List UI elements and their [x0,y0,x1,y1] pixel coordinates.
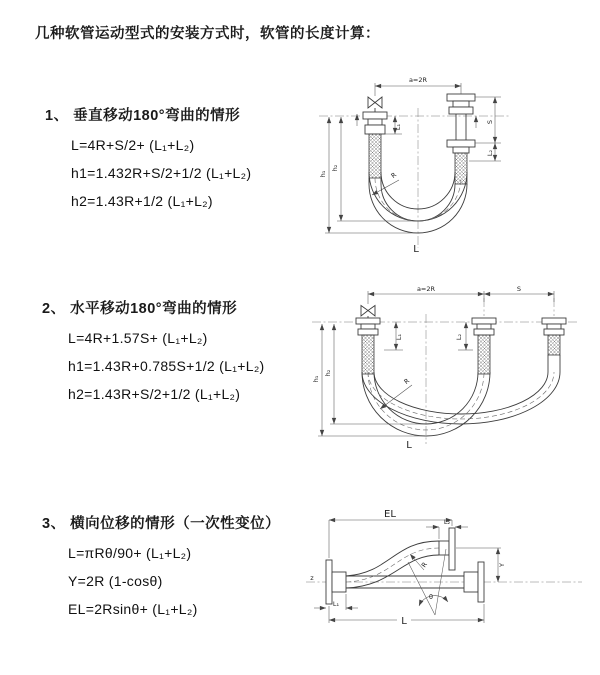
section-3 [42,512,322,626]
dim-label-l2: L₂ [455,333,463,341]
dim-label-l1: L₁ [394,123,402,131]
dim-label-el: EL [384,509,396,520]
hose-and-fittings [363,94,475,233]
section-3-heading: 3、 横向位移的情形（一次性变位） [42,516,281,532]
centerline-mark: z [310,574,314,582]
section-2-formulas [68,327,322,411]
formula-length: L=4R+1.57S+ (L₁+L₂) [68,330,208,346]
dim-label-l1: L₁ [395,333,403,341]
formula-h1: h1=1.432R+S/2+1/2 (L₁+L₂) [71,165,252,181]
dim-label-h2: h₂ [331,164,339,172]
hose-and-fittings [356,306,566,437]
dim-label-h2: h₂ [324,369,332,377]
formula-length: L=4R+S/2+ (L₁+L₂) [71,137,195,153]
dim-label-s: S [486,119,494,125]
diagram-labels [310,509,506,627]
centerlines [319,108,511,248]
dim-label-l1: L₁ [332,600,340,608]
section-1-heading: 1、 垂直移动180°弯曲的情形 [45,108,241,124]
diagram-horizontal-bend [306,282,586,452]
dim-label-l: L [401,616,407,627]
formula-y: Y=2R (1-cosθ) [68,573,163,589]
diagram-lateral-displacement [298,502,588,647]
dim-label-a2r: a=2R [408,76,428,84]
dim-label-l2: L₂ [486,149,494,157]
dim-label-l: L [406,440,412,451]
dim-label-s: S [516,285,522,293]
dim-label-r: R [389,170,399,180]
dimension-lines [314,520,501,623]
section-2 [42,297,322,411]
formula-h2: h2=1.43R+S/2+1/2 (L₁+L₂) [68,386,241,402]
dim-label-l2: L₂ [443,518,451,526]
formula-h2: h2=1.43R+1/2 (L₁+L₂) [71,193,213,209]
dim-label-h1: h₁ [319,170,327,178]
dim-label-a2r: a=2R [416,285,436,293]
dim-label-y: Y [498,563,506,567]
dim-label-r: R [402,376,412,386]
dim-label-theta: θ [429,593,433,601]
section-1 [45,104,325,218]
dimension-lines [325,83,501,233]
page-title: 几种软管运动型式的安装方式时，软管的长度计算： [35,26,380,42]
section-2-heading: 2、 水平移动180°弯曲的情形 [42,301,238,317]
dim-label-r: R [419,560,429,570]
hose-and-fittings [326,528,484,615]
dim-label-l: L [413,244,419,255]
formula-h1: h1=1.43R+0.785S+1/2 (L₁+L₂) [68,358,265,374]
dim-label-h1: h₁ [312,375,320,383]
section-3-formulas [68,542,322,626]
formula-length: L=πRθ/90+ (L₁+L₂) [68,545,192,561]
section-1-formulas [71,134,325,218]
formula-el: EL=2Rsinθ+ (L₁+L₂) [68,601,198,617]
centerlines [312,298,578,444]
diagram-vertical-bend [313,72,573,255]
